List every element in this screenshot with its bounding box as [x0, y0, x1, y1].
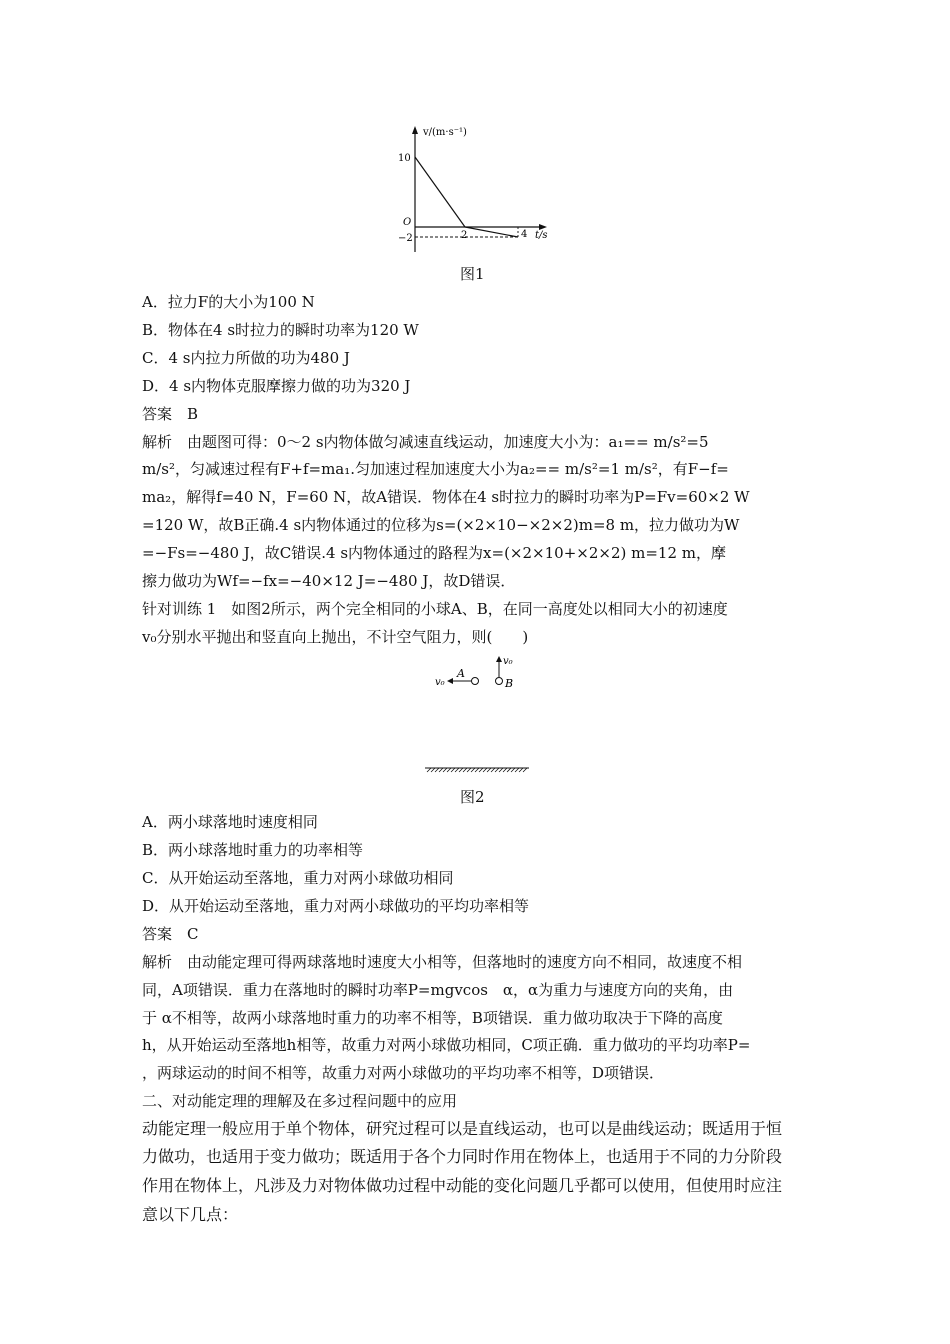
ball-a — [472, 678, 479, 685]
q2-stem-line-1: 针对训练 1 如图2所示，两个完全相同的小球A、B，在同一高度处以相同大小的初速度 — [142, 600, 728, 618]
q1-analysis-line-6: 擦力做功为Wf=−fx=−40×12 J=−480 J，故D错误． — [142, 572, 516, 590]
section2-body-line-1: 动能定理一般应用于单个物体，研究过程可以是直线运动，也可以是曲线运动；既适用于恒 — [142, 1119, 783, 1138]
q1-option-a: A．拉力F的大小为100 N — [142, 293, 315, 311]
tick-label-10: 10 — [398, 153, 411, 164]
q1-analysis-line-2: m/s²，匀减速过程有F+f=ma₁.匀加速过程加速度大小为a₂== m/s²=1 m/s²，有F−f= — [142, 460, 729, 478]
label-a: A — [457, 667, 465, 680]
section2-title: 二、对动能定理的理解及在多过程问题中的应用 — [142, 1092, 458, 1110]
arrow-a-head — [447, 678, 453, 684]
q1-option-c: C．4 s内拉力所做的功为480 J — [142, 349, 350, 367]
q1-analysis-line-1: 解析 由题图可得：0～2 s内物体做匀减速直线运动，加速度大小为：a₁== m/s²=5 — [142, 433, 709, 451]
tick-label-4: 4 — [521, 229, 528, 240]
q2-analysis-line-3: 于 α不相等，故两小球落地时重力的功率不相等，B项错误．重力做功取决于下降的高度 — [142, 1009, 723, 1027]
q2-analysis-line-2: 同，A项错误．重力在落地时的瞬时功率P=mgvcos α，α为重力与速度方向的夹角，由 — [142, 981, 734, 999]
arrow-b-head — [496, 656, 502, 662]
axis-t-label: t/s — [535, 230, 548, 241]
tick-label-neg2: −2 — [398, 233, 413, 244]
q2-analysis-line-5: ，两球运动的时间不相等，故重力对两小球做功的平均功率不相等，D项错误． — [142, 1064, 665, 1082]
velocity-segment-accel — [465, 227, 518, 237]
figure1-caption: 图1 — [460, 265, 485, 283]
q1-analysis-line-4: =120 W，故B正确.4 s内物体通过的位移为s=(×2×10−×2×2)m=8 m，拉力做功为W — [142, 516, 740, 534]
figure1-vt-graph — [395, 122, 565, 257]
q1-answer: 答案 B — [142, 405, 199, 423]
label-v0-up: v₀ — [503, 656, 513, 667]
v-axis-arrow — [412, 126, 418, 134]
label-v0-left: v₀ — [435, 677, 445, 688]
ball-b — [496, 678, 503, 685]
ground-hatching — [427, 768, 527, 772]
q1-analysis-line-5: =−Fs=−480 J，故C错误.4 s内物体通过的路程为x=(×2×10+×2×2) m=12 m，摩 — [142, 544, 726, 562]
q1-analysis-line-3: ma₂，解得f=40 N，F=60 N，故A错误．物体在4 s时拉力的瞬时功率为P=Fv=60×2 W — [142, 488, 750, 506]
q2-analysis-line-4: h，从开始运动至落地h相等，故重力对两小球做功相同，C项正确．重力做功的平均功率P= — [142, 1036, 751, 1054]
q1-option-d: D．4 s内物体克服摩擦力做的功为320 J — [142, 377, 411, 395]
axis-v-label: v/(m·s⁻¹) — [423, 127, 467, 138]
tick-label-2: 2 — [461, 230, 468, 241]
q2-answer: 答案 C — [142, 925, 199, 943]
q2-option-b: B．两小球落地时重力的功率相等 — [142, 841, 364, 859]
q2-analysis-line-1: 解析 由动能定理可得两球落地时速度大小相等，但落地时的速度方向不相同，故速度不相 — [142, 953, 743, 971]
tick-label-origin: O — [403, 217, 412, 228]
q1-option-b: B．物体在4 s时拉力的瞬时功率为120 W — [142, 321, 419, 339]
q2-stem-line-2: v₀分别水平抛出和竖直向上抛出，不计空气阻力，则( ) — [142, 628, 529, 646]
section2-body-line-2: 力做功，也适用于变力做功；既适用于各个力同时作用在物体上，也适用于不同的力分阶段 — [142, 1147, 783, 1166]
q2-option-a: A．两小球落地时速度相同 — [142, 813, 318, 831]
label-b: B — [505, 677, 514, 690]
section2-body-line-4: 意以下几点： — [142, 1205, 239, 1224]
figure2-balls — [425, 650, 535, 775]
figure2-caption: 图2 — [460, 788, 485, 806]
q2-option-d: D．从开始运动至落地，重力对两小球做功的平均功率相等 — [142, 897, 530, 915]
velocity-segment-decel — [415, 157, 465, 227]
q2-option-c: C．从开始运动至落地，重力对两小球做功相同 — [142, 869, 454, 887]
section2-body-line-3: 作用在物体上，凡涉及力对物体做功过程中动能的变化问题几乎都可以使用，但使用时应注 — [142, 1176, 783, 1195]
